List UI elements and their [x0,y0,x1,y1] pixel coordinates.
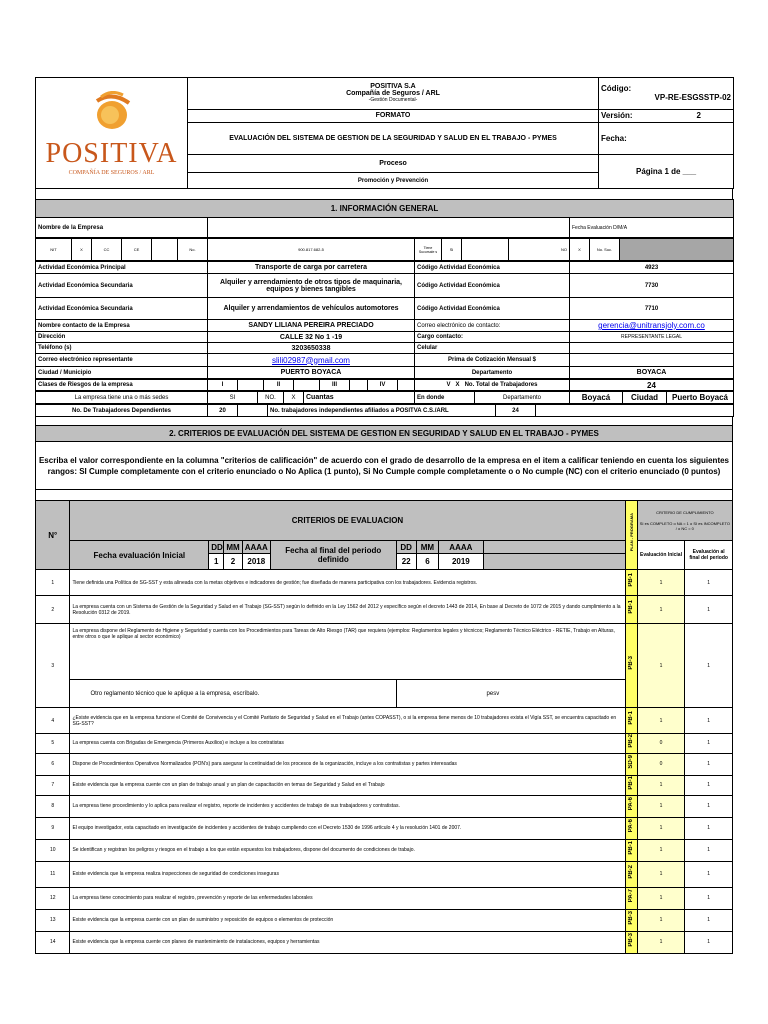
code-value: VP-RE-ESGSSTP-02 [654,93,731,103]
criteria-plan: PB-2 [625,861,637,887]
branches-no: NO [509,239,570,261]
criteria-text: Existe evidencia que la empresa cuente con un plan de suministro y reposición de equipos o elementos de protección [70,909,625,931]
final-date-label: Fecha al final del periodo definido [270,541,396,570]
row-value2 [570,343,734,354]
row-label: Ciudad / Municipio [36,367,208,379]
version-label: Versión: [601,111,633,121]
criteria-text: Existe evidencia que la empresa cuente con un plan de trabajo anual y un plan de capacitación en temas de Seguridad y Salud en el Trabajo [70,775,625,795]
criteria-number: 9 [36,817,70,839]
row-label2: Celular [415,343,570,354]
initial-yyyy[interactable]: 2018 [242,554,270,570]
process-value: Promoción y Prevención [188,173,599,189]
row-label: Correo electrónico representante [36,354,208,367]
risk-mark-3[interactable] [350,380,368,391]
format-label: FORMATO [188,109,599,123]
criteria-number: 14 [36,931,70,953]
row-label: Dirección [36,332,208,343]
header-blank [483,541,625,554]
workers-label: V X No. Total de Trabajadores [415,380,570,391]
risk-class-2: II [264,380,294,391]
criteria-initial-score[interactable]: 1 [637,861,685,887]
evaluation-form [35,77,733,954]
risk-mark-2[interactable] [294,380,320,391]
criteria-final-score[interactable]: 1 [685,909,733,931]
document-title: EVALUACIÓN DEL SISTEMA DE GESTION DE LA SEGURIDAD Y SALUD EN EL TRABAJO - PYMES [188,123,599,155]
criteria-number: 8 [36,795,70,817]
criteria-number: 1 [36,570,70,596]
criteria-number: 4 [36,708,70,734]
no-label: No. [178,239,208,261]
criteria-plan: PB-1 [625,839,637,861]
code-label: Código: [601,84,632,94]
company-block [188,78,599,110]
ce-mark[interactable] [152,239,178,261]
criteria-initial-score[interactable]: 1 [637,624,685,708]
criteria-final-score[interactable]: 1 [685,570,733,596]
criteria-final-score[interactable]: 1 [685,887,733,909]
criteria-final-score[interactable]: 1 [685,861,733,887]
criteria-row [36,570,733,596]
branches-where: En donde [415,392,475,404]
criteria-text: La empresa tiene conocimiento para realizar el registro, prevención y reporte de las enfermedades laborales [70,887,625,909]
date-label: Fecha: [599,123,734,155]
risk-row [35,379,734,391]
criteria-final-score[interactable]: 1 [685,817,733,839]
criteria-table [35,500,733,954]
criteria-plan: PA-7 [625,887,637,909]
department: -Gestión Documental- [368,97,418,104]
code-cell [599,78,734,110]
criteria-row [36,795,733,817]
criteria-number: 5 [36,734,70,754]
logo [36,78,188,189]
company-subtitle: Compañía de Seguros / ARL [346,90,440,98]
company-name-value[interactable] [208,218,570,238]
branches-no-check: X [284,392,304,404]
row-value2: REPRESENTANTE LEGAL [570,332,734,343]
criteria-row [36,753,733,775]
row-label2: Código Actividad Económica [415,298,570,320]
criteria-section [35,425,733,490]
criteria-plan: PB-1 [625,570,637,596]
risk-mark-1[interactable] [238,380,264,391]
risk-label: Clases de Riesgos de la empresa [36,380,208,391]
branches-count[interactable] [620,239,734,261]
row-value: 3203650338 [208,343,415,354]
branches-label: Tiene Sucursale s [415,239,442,261]
criteria-initial-score[interactable]: 0 [637,753,685,775]
criteria-initial-score[interactable]: 1 [637,795,685,817]
row-label: Teléfono (s) [36,343,208,354]
criteria-final-score[interactable]: 1 [685,596,733,624]
criteria-text: Dispone de Procedimientos Operativos Normalizados (PON's) para asegurar la continuidad de los procesos de la organización, incluye a los contratistas y partes interesadas [70,753,625,775]
nit-mark: X [72,239,92,261]
ce-label: CE [122,239,152,261]
criteria-row [36,839,733,861]
criteria-initial-score[interactable]: 1 [637,775,685,795]
compliance-label: CRITERIO DE CUMPLIMIENTO [656,510,714,515]
criteria-row [36,861,733,887]
risk-class-5: V [446,382,451,388]
section1-title: 1. INFORMACIÓN GENERAL [36,200,734,218]
criteria-final-score[interactable]: 1 [685,753,733,775]
independents-spacer [536,405,734,417]
criteria-initial-score[interactable]: 1 [637,708,685,734]
row-label: Actividad Económica Secundaria [36,298,208,320]
criteria-number: 6 [36,753,70,775]
criteria-text: La empresa cuenta con Brigadas de Emergencia (Primeros Auxilios) e incluye a los contratistas [70,734,625,754]
criteria-initial-score[interactable]: 1 [637,909,685,931]
col-final: Evaluación al final del periodo [685,541,733,570]
risk-class-4: IV [368,380,398,391]
criteria-plan: PB-1 [625,775,637,795]
row-label2: Código Actividad Económica [415,262,570,274]
criteria-text: La empresa cuenta con un Sistema de Gestión de la Seguridad y Salud en el Trabajo (SG-SST) según lo definido en la Ley 1562 del 2012 y específico según el decreto 1443 de 2014, En base al Decreto de 1072 de 2015 y dando cumplimiento a la Resolución 0312 de 2019. [70,596,625,624]
criteria-text: La empresa dispone del Reglamento de Higiene y Seguridad y cuenta con los Procedimientos para Tareas de Alto Riesgo (TAR) que requiera (ejemplos: Reglamentos legales y técnicos; Reglamento Técnico Eléctrico - RETIE, Trabajo en Alturas, entre otros o que le aplique al sector económico) [70,624,625,680]
process-label: Proceso [188,154,599,172]
criteria-initial-score[interactable]: 1 [637,839,685,861]
criteria-number: 11 [36,861,70,887]
criteria-number: 2 [36,596,70,624]
other-regulation-value[interactable]: pesv [396,680,625,708]
eval-date-label: Fecha Evaluación D/M/A [570,218,734,238]
id-row [35,238,734,261]
criteria-final-score[interactable]: 1 [685,795,733,817]
final-yyyy[interactable]: 2019 [439,554,484,570]
risk-mark-4[interactable] [398,380,415,391]
logo-tagline: COMPAÑÍA DE SEGUROS / ARL [68,169,155,176]
logo-wordmark: POSITIVA [45,137,178,169]
header-blank [483,554,625,570]
criteria-text: Existe evidencia que la empresa realiza inspecciones de seguridad de condiciones inseguras [70,861,625,887]
dependents-row [35,404,734,417]
row-label: Nombre contacto de la Empresa [36,320,208,332]
row-value2: 7710 [570,298,734,320]
criteria-text: Tiene definida una Política de SG-SST y esta alineada con la metas objetivos e indicadores de gestión; fue diseñada de manera participativa con los trabajadores. Evidencia registros. [70,570,625,596]
criteria-number: 13 [36,909,70,931]
branches-si-label: SI [208,392,258,404]
initial-dd[interactable]: 1 [209,554,224,570]
final-dd-label: DD [396,541,416,554]
row-value2: 4923 [570,262,734,274]
positiva-sun-icon [87,91,137,133]
criteria-row [36,887,733,909]
version-cell [599,109,734,123]
criteria-initial-score[interactable]: 1 [637,931,685,953]
branches-no-mark: X [570,239,590,261]
branches-si-mark[interactable] [462,239,509,261]
initial-dd-label: DD [209,541,224,554]
row-value2 [570,354,734,367]
general-info-section [35,199,734,238]
row-label2: Departamento [415,367,570,379]
plan-header: PLAN - PROGRAMA [625,501,637,570]
criteria-plan: PA-6 [625,795,637,817]
nit-label: NIT [36,239,72,261]
dependents-label: No. De Trabajadores Dependientes [36,405,208,417]
branches-no-label: NO. [258,392,284,404]
branches-dept-value: Boyacá [570,392,623,404]
compliance-desc: SI es COMPLETO o NA = 1 o SI es INCOMPLETO / o NC = 0 [639,521,730,531]
dependents-spacer [238,405,268,417]
final-mm[interactable]: 6 [416,554,438,570]
criteria-initial-score[interactable]: 0 [637,734,685,754]
branches-row [35,391,734,404]
criteria-text: ¿Existe evidencia que en la empresa funcione el Comité de Convivencia y el Comité Paritario de Seguridad y Salud en el Trabajo (antes COPASST), o si la empresa tiene menos de 10 trabajadores exista el Vigía SST, se encuentra capacitado en SG-SST? [70,708,625,734]
criteria-plan: PB-2 [625,734,637,754]
branches-how-many: Cuantas [304,392,415,404]
row-value: SANDY LILIANA PEREIRA PRECIADO [208,320,415,332]
branches-si: Si [442,239,462,261]
criteria-plan: PB-3 [625,624,637,708]
company-name: POSITIVA S.A [370,83,416,91]
independents-value: 24 [496,405,536,417]
row-label: Actividad Económica Secundaria [36,274,208,298]
final-mm-label: MM [416,541,438,554]
other-regulation-label: Otro reglamento técnico que le aplique a la empresa, escríbalo. [70,680,396,708]
criteria-number: 7 [36,775,70,795]
nit-value: 900.817.682-5 [208,239,415,261]
dependents-value: 20 [208,405,238,417]
initial-date-label: Fecha evaluación Inicial [70,541,209,570]
criteria-text: Existe evidencia que la empresa cuente con planes de mantenimiento de instalaciones, equipos y herramientas [70,931,625,953]
criteria-number: 10 [36,839,70,861]
row-label: Actividad Económica Principal [36,262,208,274]
independents-label: No. trabajadores independientes afiliados a POSITVA C.S./ARL [268,405,496,417]
risk-class-1: I [208,380,238,391]
branches-city-label: Ciudad [623,392,667,404]
page-number: Página 1 de ___ [599,154,734,188]
criteria-final-score[interactable]: 1 [685,734,733,754]
row-label2: Prima de Cotización Mensual $ [415,354,570,367]
criteria-plan: PB-1 [625,708,637,734]
form-header [35,77,734,189]
row-label2: Código Actividad Económica [415,274,570,298]
criteria-row [36,909,733,931]
branches-count-label: No. Suc. [590,239,620,261]
criteria-header: CRITERIOS DE EVALUACION [70,501,625,541]
criteria-text: La empresa tiene procedimiento y lo aplica para realizar el registro, reporte de incidentes y accidentes de trabajo de sus trabajadores y contratistas. [70,795,625,817]
criteria-row [36,734,733,754]
criteria-number: 3 [36,624,70,708]
initial-mm-label: MM [224,541,242,554]
criteria-plan: PB-3 [625,931,637,953]
row-label2: Correo electrónico de contacto: [415,320,570,332]
criteria-final-score[interactable]: 1 [685,931,733,953]
criteria-initial-score[interactable]: 1 [637,887,685,909]
row-value2: 7730 [570,274,734,298]
criteria-plan: PB-1 [625,596,637,624]
section2-title: 2. CRITERIOS DE EVALUACIÓN DEL SISTEMA DE GESTION EN SEGURIDAD Y SALUD EN EL TRABAJO - PYMES [36,426,733,442]
row-value: PUERTO BOYACA [208,367,415,379]
final-yyyy-label: AAAA [439,541,484,554]
criteria-number: 12 [36,887,70,909]
criteria-plan: PA-6 [625,817,637,839]
branches-question: La empresa tiene una o más sedes [36,392,208,404]
criteria-text: El equipo investigador, esta capacitado en investigación de incidentes y accidentes de trabajo cumpliendo con el Decreto 1530 de 1996 artículo 4 y la resolución 1401 de 2007. [70,817,625,839]
criteria-final-score[interactable]: 1 [685,839,733,861]
criteria-row [36,817,733,839]
criteria-final-score[interactable]: 1 [685,708,733,734]
criteria-final-score[interactable]: 1 [685,624,733,708]
row-value2: BOYACA [570,367,734,379]
criteria-row [36,708,733,734]
criteria-text: Se identifican y registran los peligros y riesgos en el trabajo a los que están expuestos los trabajadores, dispone del documento de condiciones de trabajo. [70,839,625,861]
version-value: 2 [696,111,701,121]
branches-city-value: Puerto Boyacá [667,392,734,404]
row-value: Transporte de carga por carretera [208,262,415,274]
criteria-row [36,624,733,680]
criteria-row [36,931,733,953]
criteria-final-score[interactable]: 1 [685,775,733,795]
section2-instructions: Escriba el valor correspondiente en la columna "criterios de calificación" de acuerdo con el grado de desarrollo de la empresa en el item a calificar teniendo en cuenta los siguientes rangos: SI Cumple completamente con el criterio enunciado o No Aplica (1 punto), Si No Cumple comple completamente o o No cumple (NC) con el criterio enunciado (0 puntos) [36,442,733,490]
criteria-initial-score[interactable]: 1 [637,817,685,839]
row-value: Alquiler y arrendamientos de vehículos automotores [208,298,415,320]
criteria-row [36,775,733,795]
initial-yyyy-label: AAAA [242,541,270,554]
company-details [35,261,734,379]
criteria-initial-score[interactable]: 1 [637,570,685,596]
initial-mm[interactable]: 2 [224,554,242,570]
criteria-initial-score[interactable]: 1 [637,596,685,624]
criteria-plan: PB-3 [625,909,637,931]
workers-total: 24 [570,380,734,391]
n-header: N° [36,501,70,570]
criteria-plan: SD-9 [625,753,637,775]
row-label2: Cargo contacto: [415,332,570,343]
branches-dept-label: Departamento [475,392,570,404]
compliance-header [637,501,732,541]
risk-class-3: III [320,380,350,391]
risk-mark-5: X [455,382,460,388]
final-dd[interactable]: 22 [396,554,416,570]
contact-email[interactable]: gerencia@unitransjoly.com.co [570,320,734,332]
criteria-row [36,596,733,624]
row-value: CALLE 32 No 1 -19 [208,332,415,343]
representative-email[interactable]: slili02987@gmail.com [208,354,415,367]
cc-label: CC [92,239,122,261]
col-initial: Evaluación Inicial [637,541,685,570]
row-value: Alquiler y arrendamiento de otros tipos de maquinaria, equipos y bienes tangibles [208,274,415,298]
company-name-label: Nombre de la Empresa [36,218,208,238]
